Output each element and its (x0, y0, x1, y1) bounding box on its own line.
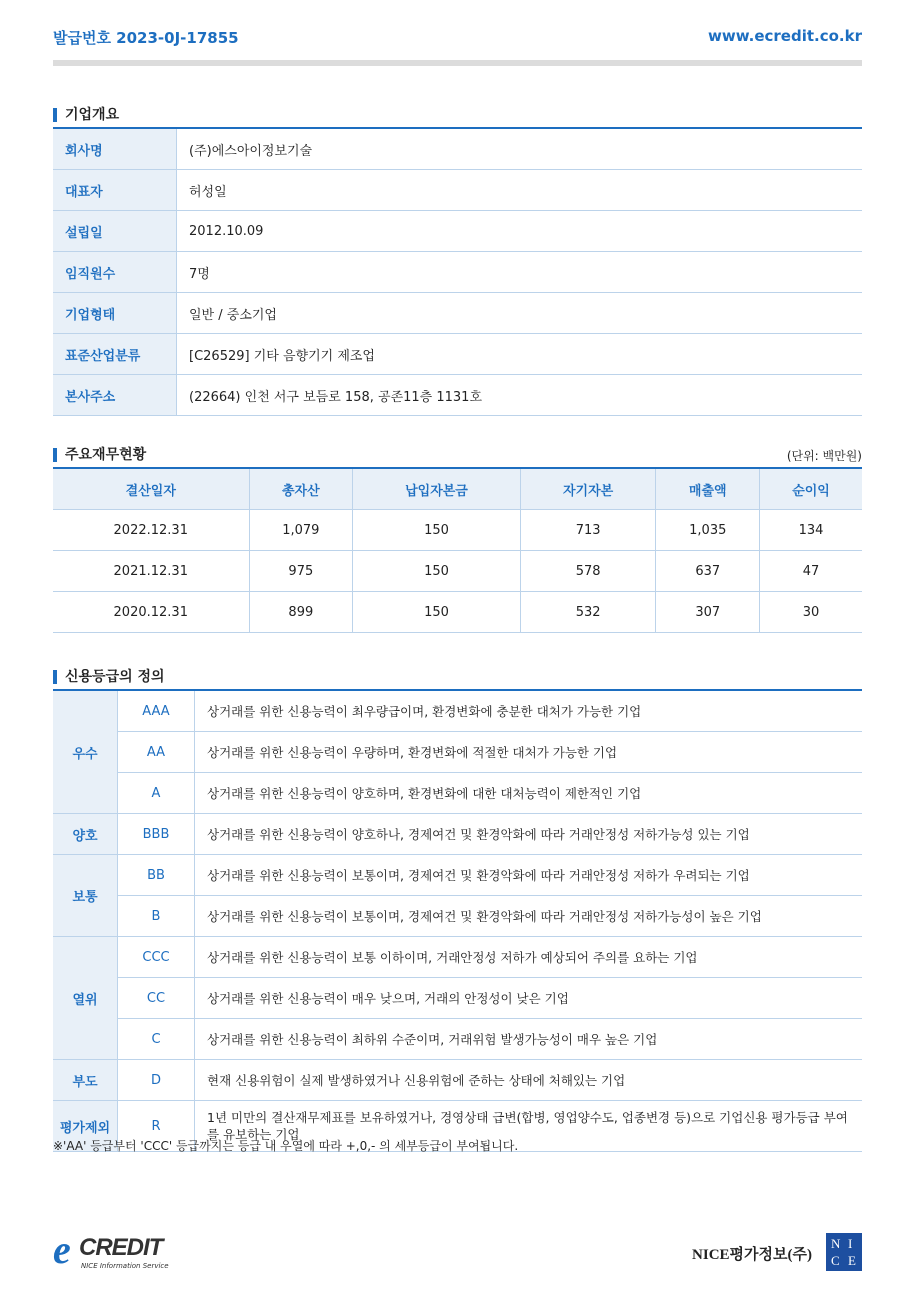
overview-value: 일반 / 중소기업 (177, 293, 863, 334)
overview-key: 대표자 (53, 170, 177, 211)
overview-key: 기업형태 (53, 293, 177, 334)
nice-letter: C (831, 1253, 840, 1268)
grade-description: 상거래를 위한 신용능력이 양호하나, 경제여건 및 환경악화에 따라 거래안정성 저하가능성 있는 기업 (195, 814, 863, 855)
overview-value: 7명 (177, 252, 863, 293)
column-header: 결산일자 (53, 468, 249, 510)
table-cell: 307 (656, 592, 760, 633)
ecredit-logo-e: e (53, 1227, 71, 1272)
financial-table (53, 467, 862, 633)
grade-description: 상거래를 위한 신용능력이 보통 이하이며, 거래안정성 저하가 예상되어 주의를 요하는 기업 (195, 937, 863, 978)
grade-code: D (118, 1060, 195, 1101)
grade-category: 열위 (53, 937, 118, 1060)
table-row (53, 690, 862, 732)
table-cell: 1,035 (656, 510, 760, 551)
table-row (53, 170, 862, 211)
table-cell: 30 (760, 592, 862, 633)
table-cell: 150 (353, 551, 521, 592)
table-cell: 2020.12.31 (53, 592, 249, 633)
grade-category: 평가제외 (53, 1101, 118, 1152)
table-cell: 532 (520, 592, 656, 633)
grade-category: 우수 (53, 690, 118, 814)
ecredit-logo-text: CREDIT (79, 1234, 163, 1261)
nice-letter: E (848, 1253, 856, 1268)
overview-key: 임직원수 (53, 252, 177, 293)
table-cell: 2021.12.31 (53, 551, 249, 592)
table-cell: 134 (760, 510, 862, 551)
nice-logo-box (826, 1233, 862, 1271)
overview-key: 표준산업분류 (53, 334, 177, 375)
header-divider (53, 60, 862, 66)
grade-code: A (118, 773, 195, 814)
overview-value: (주)에스아이정보기술 (177, 128, 863, 170)
nice-letter: I (848, 1236, 853, 1251)
table-cell: 578 (520, 551, 656, 592)
grade-code: R (118, 1101, 195, 1152)
grade-code: AAA (118, 690, 195, 732)
table-row (53, 128, 862, 170)
table-cell: 975 (249, 551, 353, 592)
table-header-row (53, 468, 862, 510)
table-row (53, 592, 862, 633)
grade-description: 상거래를 위한 신용능력이 매우 낮으며, 거래의 안정성이 낮은 기업 (195, 978, 863, 1019)
table-cell: 637 (656, 551, 760, 592)
overview-key: 회사명 (53, 128, 177, 170)
table-row (53, 978, 862, 1019)
nice-letter: N (831, 1236, 841, 1251)
table-row (53, 334, 862, 375)
grade-description: 상거래를 위한 신용능력이 최우량급이며, 환경변화에 충분한 대처가 가능한 기업 (195, 690, 863, 732)
table-row (53, 855, 862, 896)
financial-title: 주요재무현황 (53, 446, 146, 464)
table-row (53, 1060, 862, 1101)
table-row (53, 937, 862, 978)
grade-code: AA (118, 732, 195, 773)
site-url[interactable]: www.ecredit.co.kr (708, 27, 862, 45)
table-cell: 150 (353, 592, 521, 633)
table-row (53, 252, 862, 293)
table-row (53, 211, 862, 252)
grade-category: 부도 (53, 1060, 118, 1101)
grade-description: 현재 신용위험이 실제 발생하였거나 신용위험에 준하는 상태에 처해있는 기업 (195, 1060, 863, 1101)
table-cell: 47 (760, 551, 862, 592)
ecredit-logo (53, 1227, 178, 1274)
table-row (53, 1019, 862, 1060)
grade-code: C (118, 1019, 195, 1060)
grade-code: CC (118, 978, 195, 1019)
grade-code: B (118, 896, 195, 937)
unit-label: (단위: 백만원) (786, 449, 862, 463)
column-header: 총자산 (249, 468, 353, 510)
grade-description: 상거래를 위한 신용능력이 우량하며, 환경변화에 적절한 대처가 가능한 기업 (195, 732, 863, 773)
table-row (53, 773, 862, 814)
grade-note: ※'AA' 등급부터 'CCC' 등급까지는 등급 내 우열에 따라 +,0,- 의 세부등급이 부여됩니다. (53, 1139, 519, 1153)
table-row (53, 375, 862, 416)
overview-key: 설립일 (53, 211, 177, 252)
table-row (53, 510, 862, 551)
grade-code: CCC (118, 937, 195, 978)
grade-description: 상거래를 위한 신용능력이 보통이며, 경제여건 및 환경악화에 따라 거래안정성 저하가 우려되는 기업 (195, 855, 863, 896)
ecredit-logo-subtitle: NICE Information Service (81, 1262, 169, 1270)
overview-table (53, 127, 862, 416)
grade-description: 1년 미만의 결산재무제표를 보유하였거나, 경영상태 급변(합병, 영업양수도, 업종변경 등)으로 기업신용 평가등급 부여를 유보하는 기업 (195, 1101, 863, 1152)
issue-number: 발급번호 2023-0J-17855 (53, 29, 239, 47)
grade-description: 상거래를 위한 신용능력이 보통이며, 경제여건 및 환경악화에 따라 거래안정성 저하가능성이 높은 기업 (195, 896, 863, 937)
grade-description: 상거래를 위한 신용능력이 양호하며, 환경변화에 대한 대처능력이 제한적인 기업 (195, 773, 863, 814)
table-row (53, 896, 862, 937)
grades-title: 신용등급의 정의 (53, 668, 165, 686)
table-row (53, 814, 862, 855)
overview-value: 2012.10.09 (177, 211, 863, 252)
table-cell: 2022.12.31 (53, 510, 249, 551)
table-cell: 150 (353, 510, 521, 551)
overview-value: 허성일 (177, 170, 863, 211)
grades-table (53, 689, 862, 1152)
table-row (53, 551, 862, 592)
grade-code: BB (118, 855, 195, 896)
grade-category: 양호 (53, 814, 118, 855)
nice-logo-text: NICE평가정보(주) (692, 1247, 812, 1263)
table-cell: 713 (520, 510, 656, 551)
grade-description: 상거래를 위한 신용능력이 최하위 수준이며, 거래위험 발생가능성이 매우 높은 기업 (195, 1019, 863, 1060)
overview-title: 기업개요 (53, 106, 119, 124)
table-cell: 1,079 (249, 510, 353, 551)
column-header: 매출액 (656, 468, 760, 510)
header (53, 27, 862, 51)
overview-value: [C26529] 기타 음향기기 제조업 (177, 334, 863, 375)
column-header: 순이익 (760, 468, 862, 510)
grade-category: 보통 (53, 855, 118, 937)
grade-code: BBB (118, 814, 195, 855)
table-cell: 899 (249, 592, 353, 633)
overview-key: 본사주소 (53, 375, 177, 416)
table-row (53, 732, 862, 773)
table-row (53, 293, 862, 334)
column-header: 자기자본 (520, 468, 656, 510)
overview-value: (22664) 인천 서구 보듬로 158, 공존11층 1131호 (177, 375, 863, 416)
column-header: 납입자본금 (353, 468, 521, 510)
